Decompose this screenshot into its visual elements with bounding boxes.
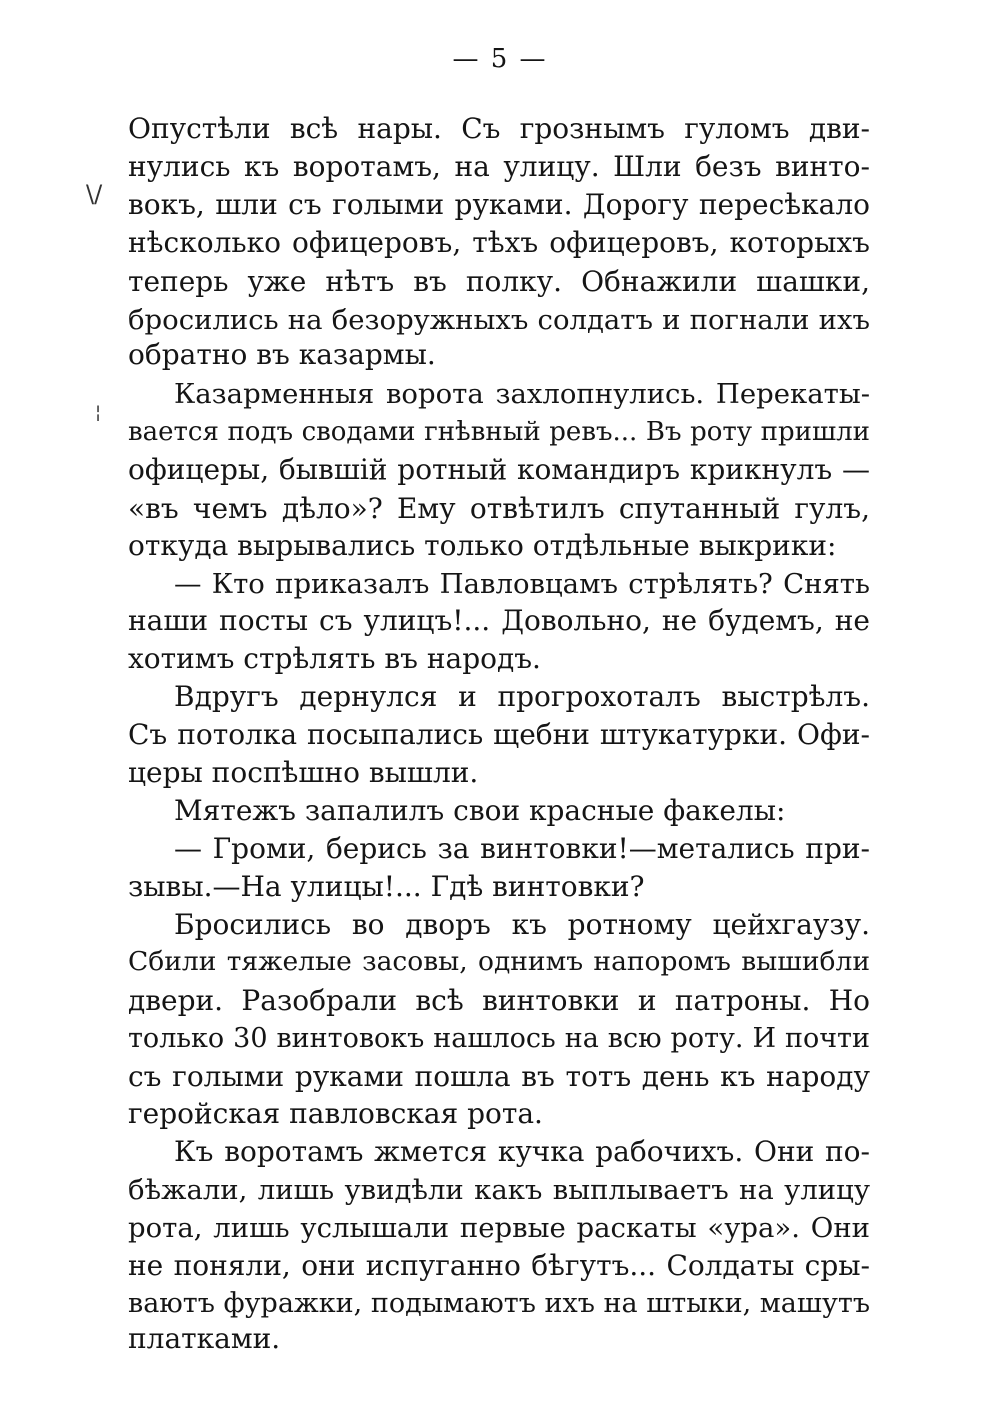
text-line: Вдругъ дернулся и прогрохоталъ выстрѣлъ. [174, 680, 870, 713]
text-line: геройская павловская рота. [128, 1097, 543, 1130]
margin-check-mark: \/ [86, 180, 103, 208]
text-line: нулись къ воротамъ, на улицу. Шли безъ винто- [128, 150, 870, 183]
text-line: — Кто приказалъ Павловцамъ стрѣлять? Снять [174, 568, 870, 600]
text-line: офицеры, бывшій ротный командиръ крикнулъ — [128, 453, 870, 486]
text-line: вокъ, шли съ голыми руками. Дорогу пересѣкало [128, 188, 870, 221]
text-line: двери. Разобрали всѣ винтовки и патроны. Но [128, 984, 870, 1017]
text-line: Казарменныя ворота захлопнулись. Перекаты- [174, 378, 870, 410]
page-number: — 5 — [452, 44, 548, 74]
text-line: теперь уже нѣтъ въ полку. Обнажили шашки, [128, 265, 870, 298]
margin-tick-mark: ¦ [95, 402, 102, 423]
text-line: хотимъ стрѣлять въ народъ. [128, 642, 541, 675]
text-line: платками. [128, 1322, 281, 1355]
text-line: «въ чемъ дѣло»? Ему отвѣтилъ спутанный гулъ, [128, 492, 870, 525]
text-line: обратно въ казармы. [128, 338, 436, 371]
text-line: только 30 винтовокъ нашлось на всю роту. И почти [128, 1023, 870, 1054]
text-line: рота, лишь услышали первые раскаты «ура». Они [128, 1212, 870, 1244]
text-line: Бросились во дворъ къ ротному цейхгаузу. [174, 908, 870, 941]
text-line: наши посты съ улицъ!... Довольно, не будемъ, не [128, 604, 870, 637]
text-line: Къ воротамъ жмется кучка рабочихъ. Они по- [174, 1135, 870, 1168]
text-line: ваютъ фуражки, подымаютъ ихъ на штыки, машутъ [128, 1288, 870, 1319]
text-line: церы поспѣшно вышли. [128, 756, 479, 789]
text-line: Опустѣли всѣ нары. Съ грознымъ гуломъ дви- [128, 112, 870, 145]
text-line: съ голыми руками пошла въ тотъ день къ народу [128, 1060, 870, 1093]
text-line: нѣсколько офицеровъ, тѣхъ офицеровъ, которыхъ [128, 226, 870, 259]
text-line: зывы.—На улицы!... Гдѣ винтовки? [128, 870, 645, 903]
text-line: бѣжали, лишь увидѣли какъ выплываетъ на улицу [128, 1174, 870, 1206]
text-line: откуда вырывались только отдѣльные выкрики: [128, 529, 837, 562]
text-line: не поняли, они испуганно бѣгутъ... Солдаты сры- [128, 1249, 870, 1282]
text-line: вается подъ сводами гнѣвный ревъ... Въ роту пришли [128, 417, 870, 447]
text-line: Съ потолка посыпались щебни штукатурки. Офи- [128, 718, 870, 751]
text-line: Мятежъ запалилъ свои красные факелы: [174, 794, 786, 827]
text-line: Сбили тяжелые засовы, однимъ напоромъ вышибли [128, 946, 870, 977]
text-line: бросились на безоружныхъ солдатъ и погнали ихъ [128, 304, 870, 336]
text-line: — Громи, берись за винтовки!—метались при- [174, 832, 870, 865]
